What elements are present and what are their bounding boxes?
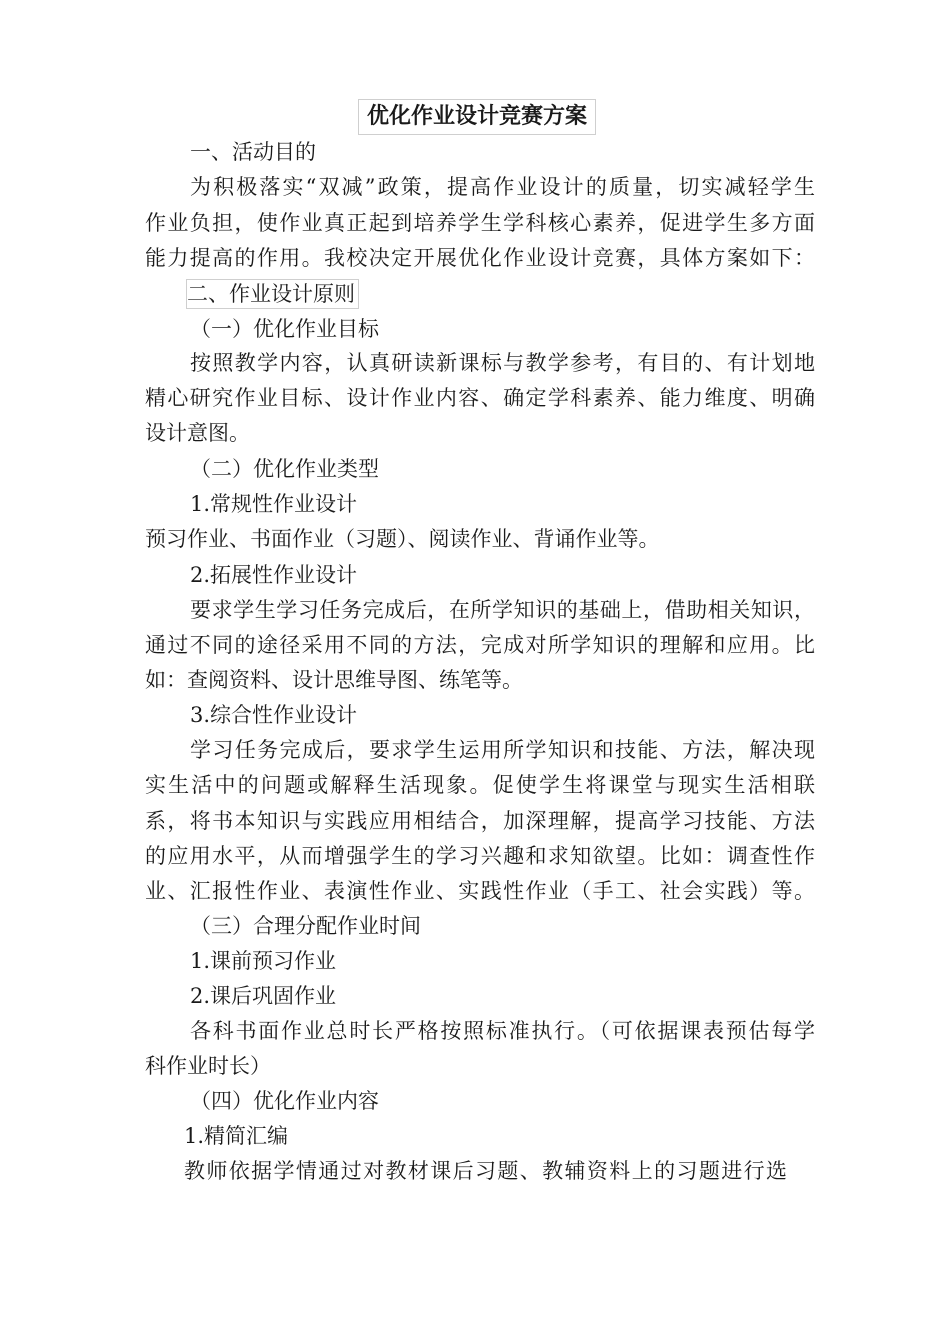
paragraph-line: 学习任务完成后，要求学生运用所学知识和技能、方法，解决现: [190, 738, 815, 762]
paragraph-line: 作业负担，使作业真正起到培养学生学科核心素养，促进学生多方面: [145, 211, 815, 235]
paragraph-line: 设计意图。: [145, 421, 250, 445]
paragraph-line: 业、汇报性作业、表演性作业、实践性作业（手工、社会实践）等。: [145, 879, 815, 903]
item-comprehensive-homework: 3.综合性作业设计: [190, 703, 358, 727]
heading-design-principles: 二、作业设计原则: [186, 279, 359, 309]
paragraph-line: 精心研究作业目标、设计作业内容、确定学科素养、能力维度、明确: [145, 386, 815, 410]
item-extended-homework: 2.拓展性作业设计: [190, 563, 358, 587]
paragraph-line: 教师依据学情通过对教材课后习题、教辅资料上的习题进行选: [184, 1159, 787, 1183]
paragraph-line: 为积极落实“双减”政策，提高作业设计的质量，切实减轻学生: [190, 175, 815, 199]
paragraph-line: 能力提高的作用。我校决定开展优化作业设计竞赛，具体方案如下：: [145, 246, 815, 270]
paragraph-line: 科作业时长）: [145, 1054, 271, 1078]
heading-activity-purpose: 一、活动目的: [190, 140, 316, 164]
paragraph-line: 系，将书本知识与实践应用相结合，加深理解，提高学习技能、方法: [145, 809, 815, 833]
paragraph-line: 的应用水平，从而增强学生的学习兴趣和求知欲望。比如：调查性作: [145, 844, 815, 868]
paragraph-line: 按照教学内容，认真研读新课标与教学参考，有目的、有计划地: [190, 351, 815, 375]
paragraph-line: 通过不同的途径采用不同的方法，完成对所学知识的理解和应用。比: [145, 633, 815, 657]
subheading-optimize-goals: （一）优化作业目标: [190, 317, 379, 341]
subheading-optimize-types: （二）优化作业类型: [190, 457, 379, 481]
paragraph-line: 各科书面作业总时长严格按照标准执行。（可依据课表预估每学: [190, 1019, 815, 1043]
item-streamline-compile: 1.精简汇编: [184, 1124, 289, 1148]
item-consolidation-homework: 2.课后巩固作业: [190, 984, 337, 1008]
paragraph-line: 要求学生学习任务完成后，在所学知识的基础上，借助相关知识，: [190, 598, 815, 622]
item-routine-homework: 1.常规性作业设计: [190, 492, 358, 516]
paragraph-line: 实生活中的问题或解释生活现象。促使学生将课堂与现实生活相联: [145, 773, 815, 797]
subheading-optimize-content: （四）优化作业内容: [190, 1089, 379, 1113]
item-preview-homework: 1.课前预习作业: [190, 949, 337, 973]
paragraph-line: 如：查阅资料、设计思维导图、练笔等。: [145, 668, 523, 692]
paragraph-line: 预习作业、书面作业（习题）、阅读作业、背诵作业等。: [145, 527, 660, 551]
subheading-allocate-time: （三）合理分配作业时间: [190, 914, 421, 938]
document-title: 优化作业设计竞赛方案: [358, 99, 596, 135]
